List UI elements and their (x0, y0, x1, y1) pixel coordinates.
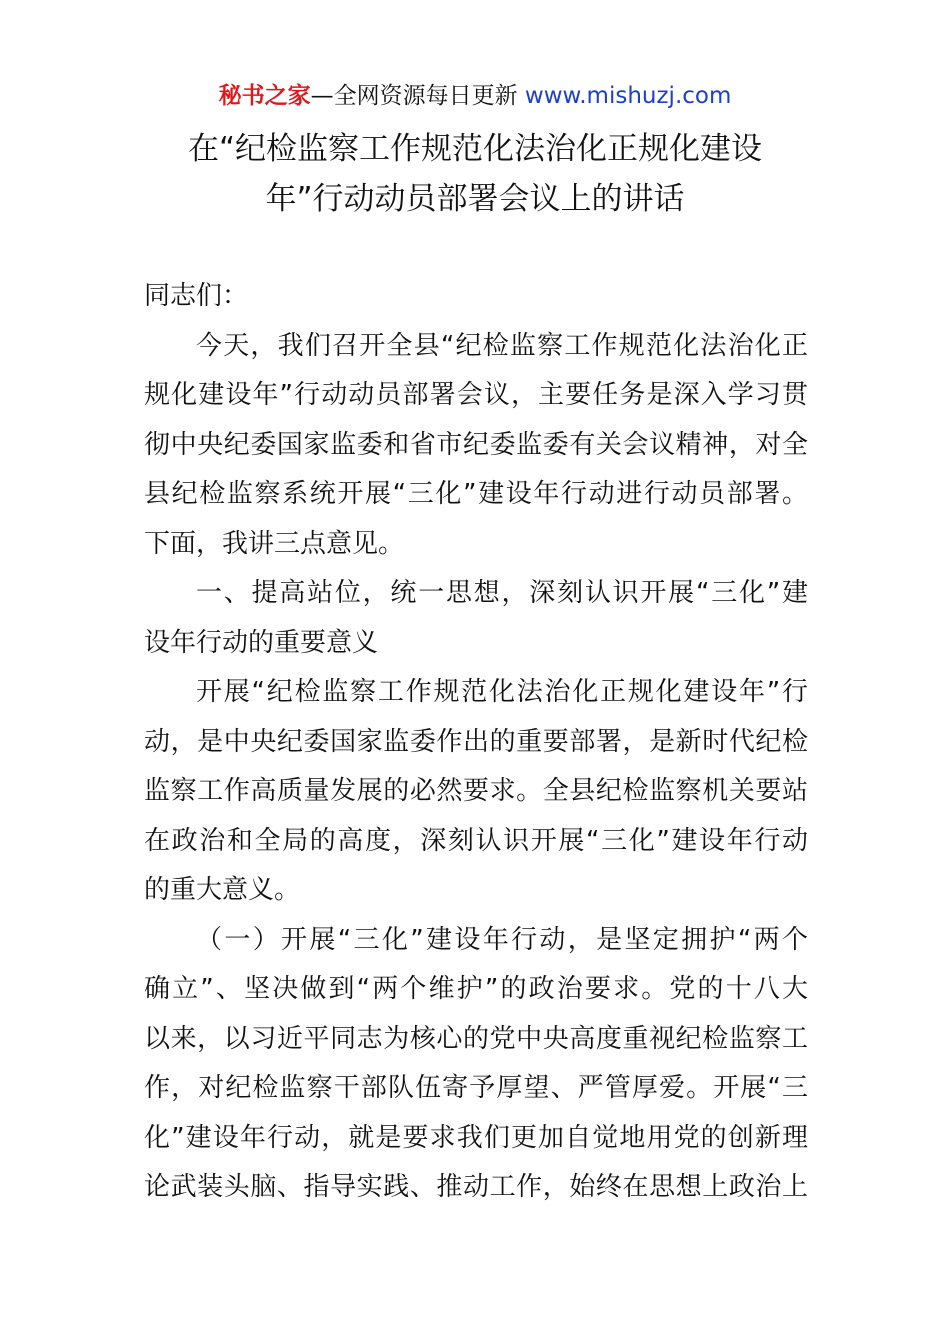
subsection-line: （一）开展“三化”建设年行动，是坚定拥护“两个 (196, 924, 808, 955)
body-line: 县纪检监察系统开展“三化”建设年行动进行动员部署。 (144, 479, 808, 509)
body-line: 论武装头脑、指导实践、推动工作，始终在思想上政治上 (144, 1172, 808, 1202)
header-tagline: —全网资源每日更新 (310, 83, 518, 109)
body-line: 彻中央纪委国家监委和省市纪委监委有关会议精神，对全 (144, 429, 808, 460)
body-line: 的重大意义。 (144, 875, 301, 905)
title-line-2: 年”行动动员部署会议上的讲话 (265, 181, 685, 217)
body-line: 动，是中央纪委国家监委作出的重要部署，是新时代纪检 (144, 726, 808, 757)
body-line: 今天，我们召开全县“纪检监察工作规范化法治化正 (196, 330, 808, 361)
body-line: 以来，以习近平同志为核心的党中央高度重视纪检监察工 (144, 1023, 808, 1054)
section-heading-line: 设年行动的重要意义 (144, 627, 379, 658)
body-line: 作，对纪检监察干部队伍寄予厚望、严管厚爱。开展“三 (144, 1073, 808, 1103)
site-header (0, 80, 950, 112)
body-line: 在政治和全局的高度，深刻认识开展“三化”建设年行动 (144, 825, 808, 856)
title-line-1: 在“纪检监察工作规范化法治化正规化建设 (187, 131, 763, 167)
document-title (120, 124, 830, 224)
document-body (144, 272, 808, 1213)
salutation: 同志们： (144, 281, 249, 311)
body-line: 下面，我讲三点意见。 (144, 528, 405, 559)
body-line: 监察工作高质量发展的必然要求。全县纪检监察机关要站 (144, 776, 808, 806)
site-url-link[interactable]: www.mishuzj.com (524, 83, 732, 109)
body-line: 规化建设年”行动动员部署会议，主要任务是深入学习贯 (144, 380, 808, 410)
body-line: 确立”、坚决做到“两个维护”的政治要求。党的十八大 (144, 974, 808, 1004)
brand-name: 秘书之家 (218, 83, 311, 109)
body-line: 开展“纪检监察工作规范化法治化正规化建设年”行 (196, 677, 808, 707)
body-line: 化”建设年行动，就是要求我们更加自觉地用党的创新理 (144, 1122, 808, 1153)
section-heading-line: 一、提高站位，统一思想，深刻认识开展“三化”建 (196, 578, 808, 608)
